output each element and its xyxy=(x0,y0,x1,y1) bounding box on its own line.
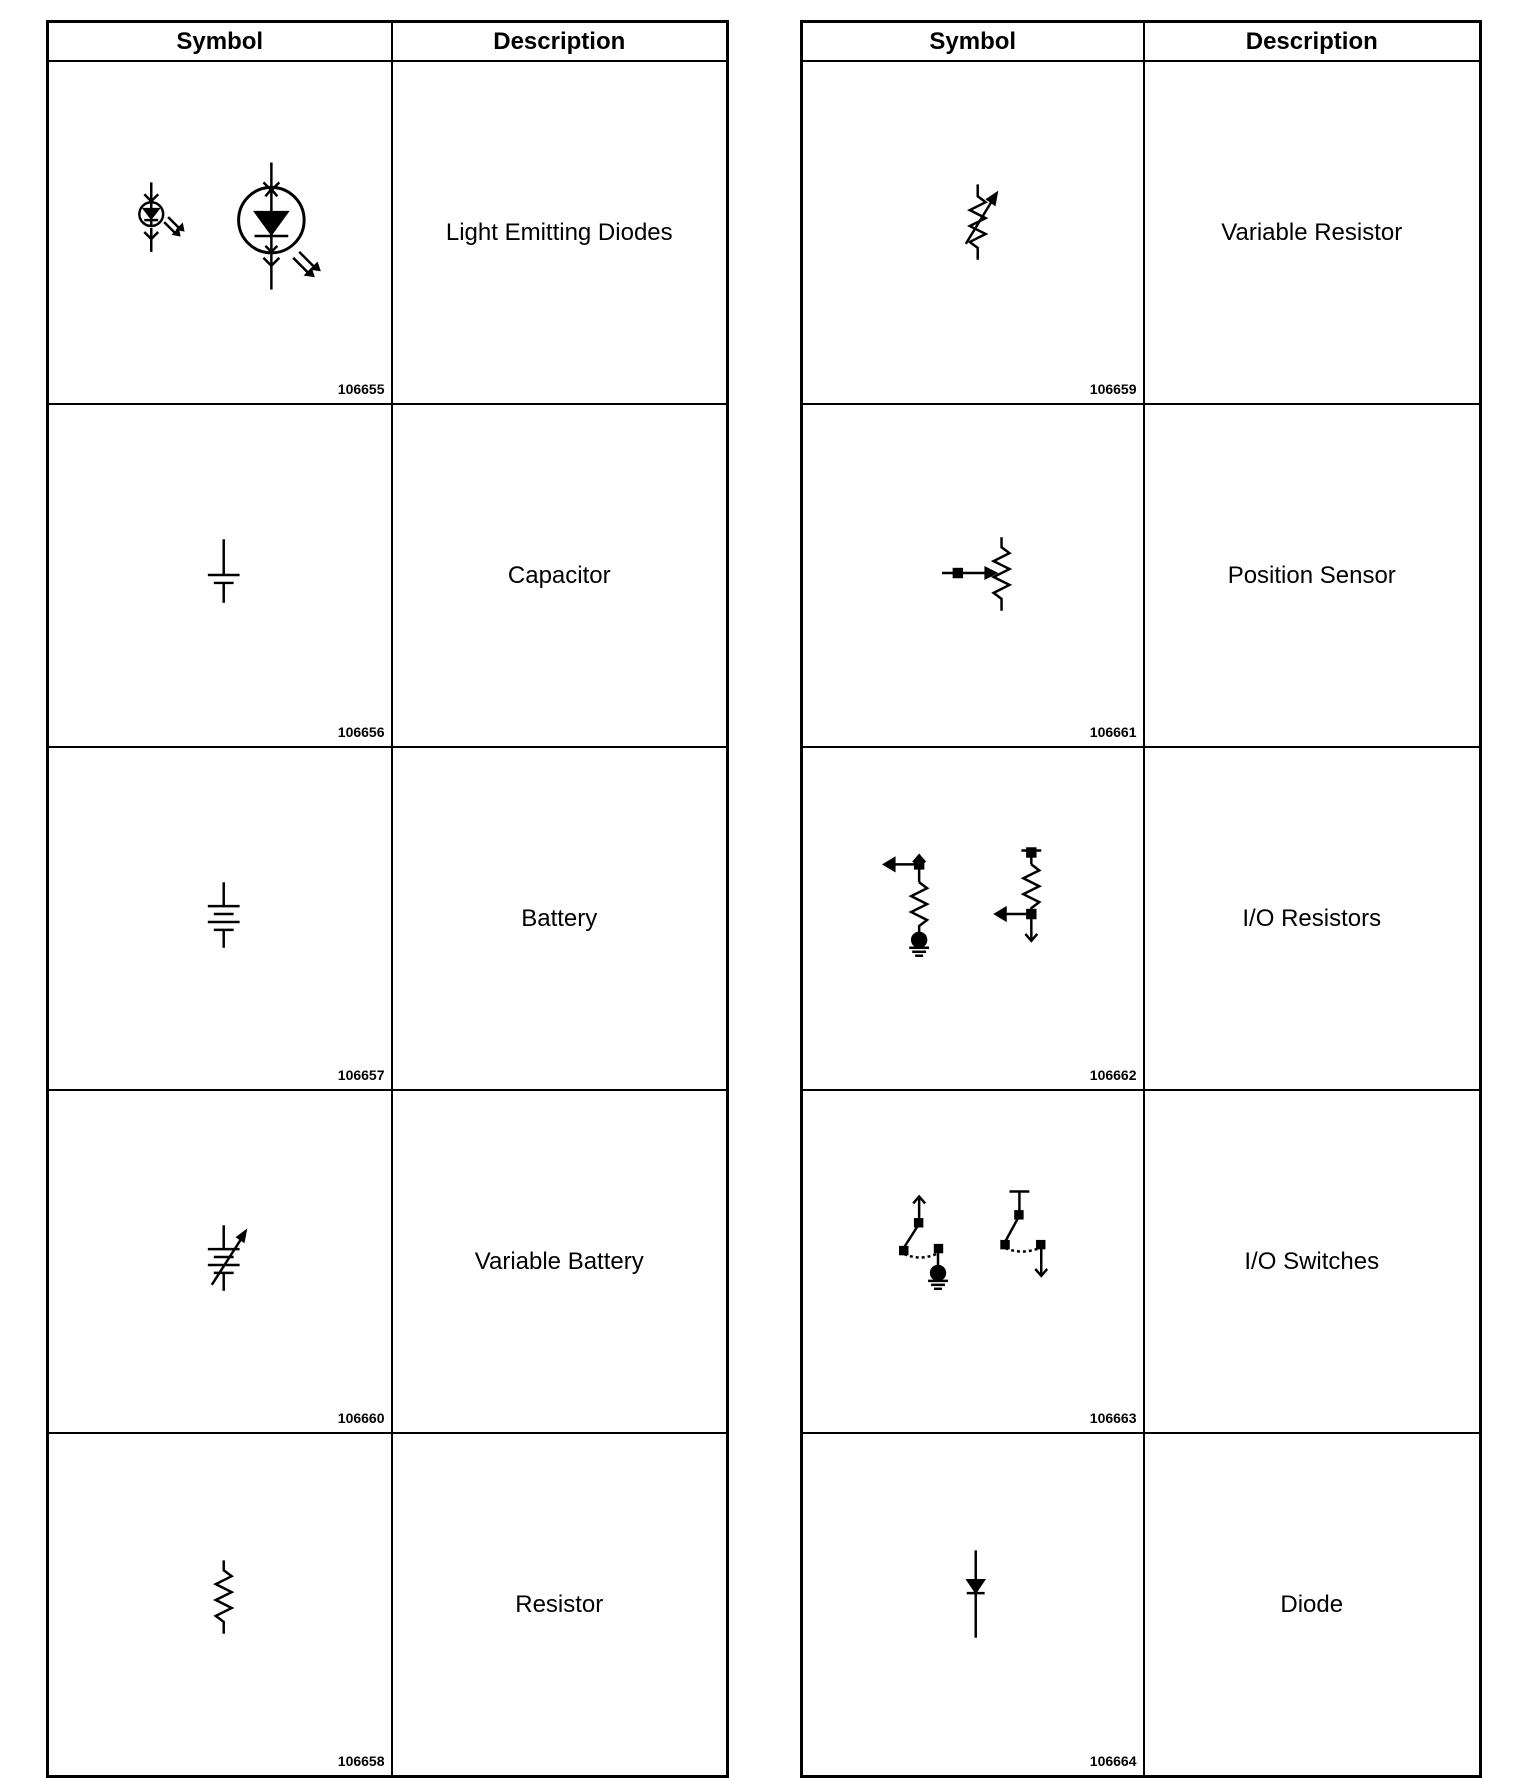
table-row xyxy=(802,747,1481,1090)
table-row xyxy=(802,61,1481,404)
description-cell: Light Emitting Diodes xyxy=(392,61,728,404)
symbol-cell xyxy=(48,61,392,404)
symbols-table-right xyxy=(800,20,1482,1778)
description-cell: Battery xyxy=(392,747,728,1090)
symbol-cell xyxy=(48,1090,392,1433)
io-resistors-icon xyxy=(803,748,1143,1089)
resistor-icon xyxy=(49,1434,391,1775)
table-row xyxy=(48,404,728,747)
description-cell: Capacitor xyxy=(392,404,728,747)
symbol-cell xyxy=(802,1090,1144,1433)
symbol-code: 106662 xyxy=(1089,1067,1137,1083)
symbol-code: 106660 xyxy=(337,1410,385,1426)
symbol-cell xyxy=(802,404,1144,747)
description-cell: I/O Resistors xyxy=(1144,747,1481,1090)
battery-icon xyxy=(49,748,391,1089)
symbol-cell xyxy=(802,61,1144,404)
symbol-cell xyxy=(48,1433,392,1777)
description-cell: I/O Switches xyxy=(1144,1090,1481,1433)
symbol-code: 106655 xyxy=(337,381,385,397)
table-row xyxy=(48,61,728,404)
table-row xyxy=(48,1433,728,1777)
diode-icon xyxy=(803,1434,1143,1775)
symbol-code: 106658 xyxy=(337,1753,385,1769)
description-cell: Diode xyxy=(1144,1433,1481,1777)
symbol-cell xyxy=(48,404,392,747)
position-sensor-icon xyxy=(803,405,1143,746)
table-row xyxy=(48,1090,728,1433)
table-row xyxy=(802,404,1481,747)
description-cell: Resistor xyxy=(392,1433,728,1777)
symbols-table-left xyxy=(46,20,729,1778)
symbol-code: 106656 xyxy=(337,724,385,740)
description-header: Description xyxy=(392,22,728,62)
symbol-header: Symbol xyxy=(802,22,1144,62)
description-cell: Position Sensor xyxy=(1144,404,1481,747)
symbol-cell xyxy=(802,747,1144,1090)
variable-battery-icon xyxy=(49,1091,391,1432)
variable-resistor-icon xyxy=(803,62,1143,403)
symbol-cell xyxy=(802,1433,1144,1777)
symbol-header: Symbol xyxy=(48,22,392,62)
symbol-cell xyxy=(48,747,392,1090)
table-row xyxy=(802,1433,1481,1777)
io-switches-icon xyxy=(803,1091,1143,1432)
table-row xyxy=(48,747,728,1090)
symbol-code: 106661 xyxy=(1089,724,1137,740)
symbol-code: 106657 xyxy=(337,1067,385,1083)
capacitor-icon xyxy=(49,405,391,746)
table-row xyxy=(802,1090,1481,1433)
header-row xyxy=(48,22,728,62)
symbol-code: 106663 xyxy=(1089,1410,1137,1426)
led-icon xyxy=(49,62,391,403)
description-cell: Variable Battery xyxy=(392,1090,728,1433)
header-row xyxy=(802,22,1481,62)
symbol-code: 106664 xyxy=(1089,1753,1137,1769)
description-cell: Variable Resistor xyxy=(1144,61,1481,404)
symbol-code: 106659 xyxy=(1089,381,1137,397)
description-header: Description xyxy=(1144,22,1481,62)
